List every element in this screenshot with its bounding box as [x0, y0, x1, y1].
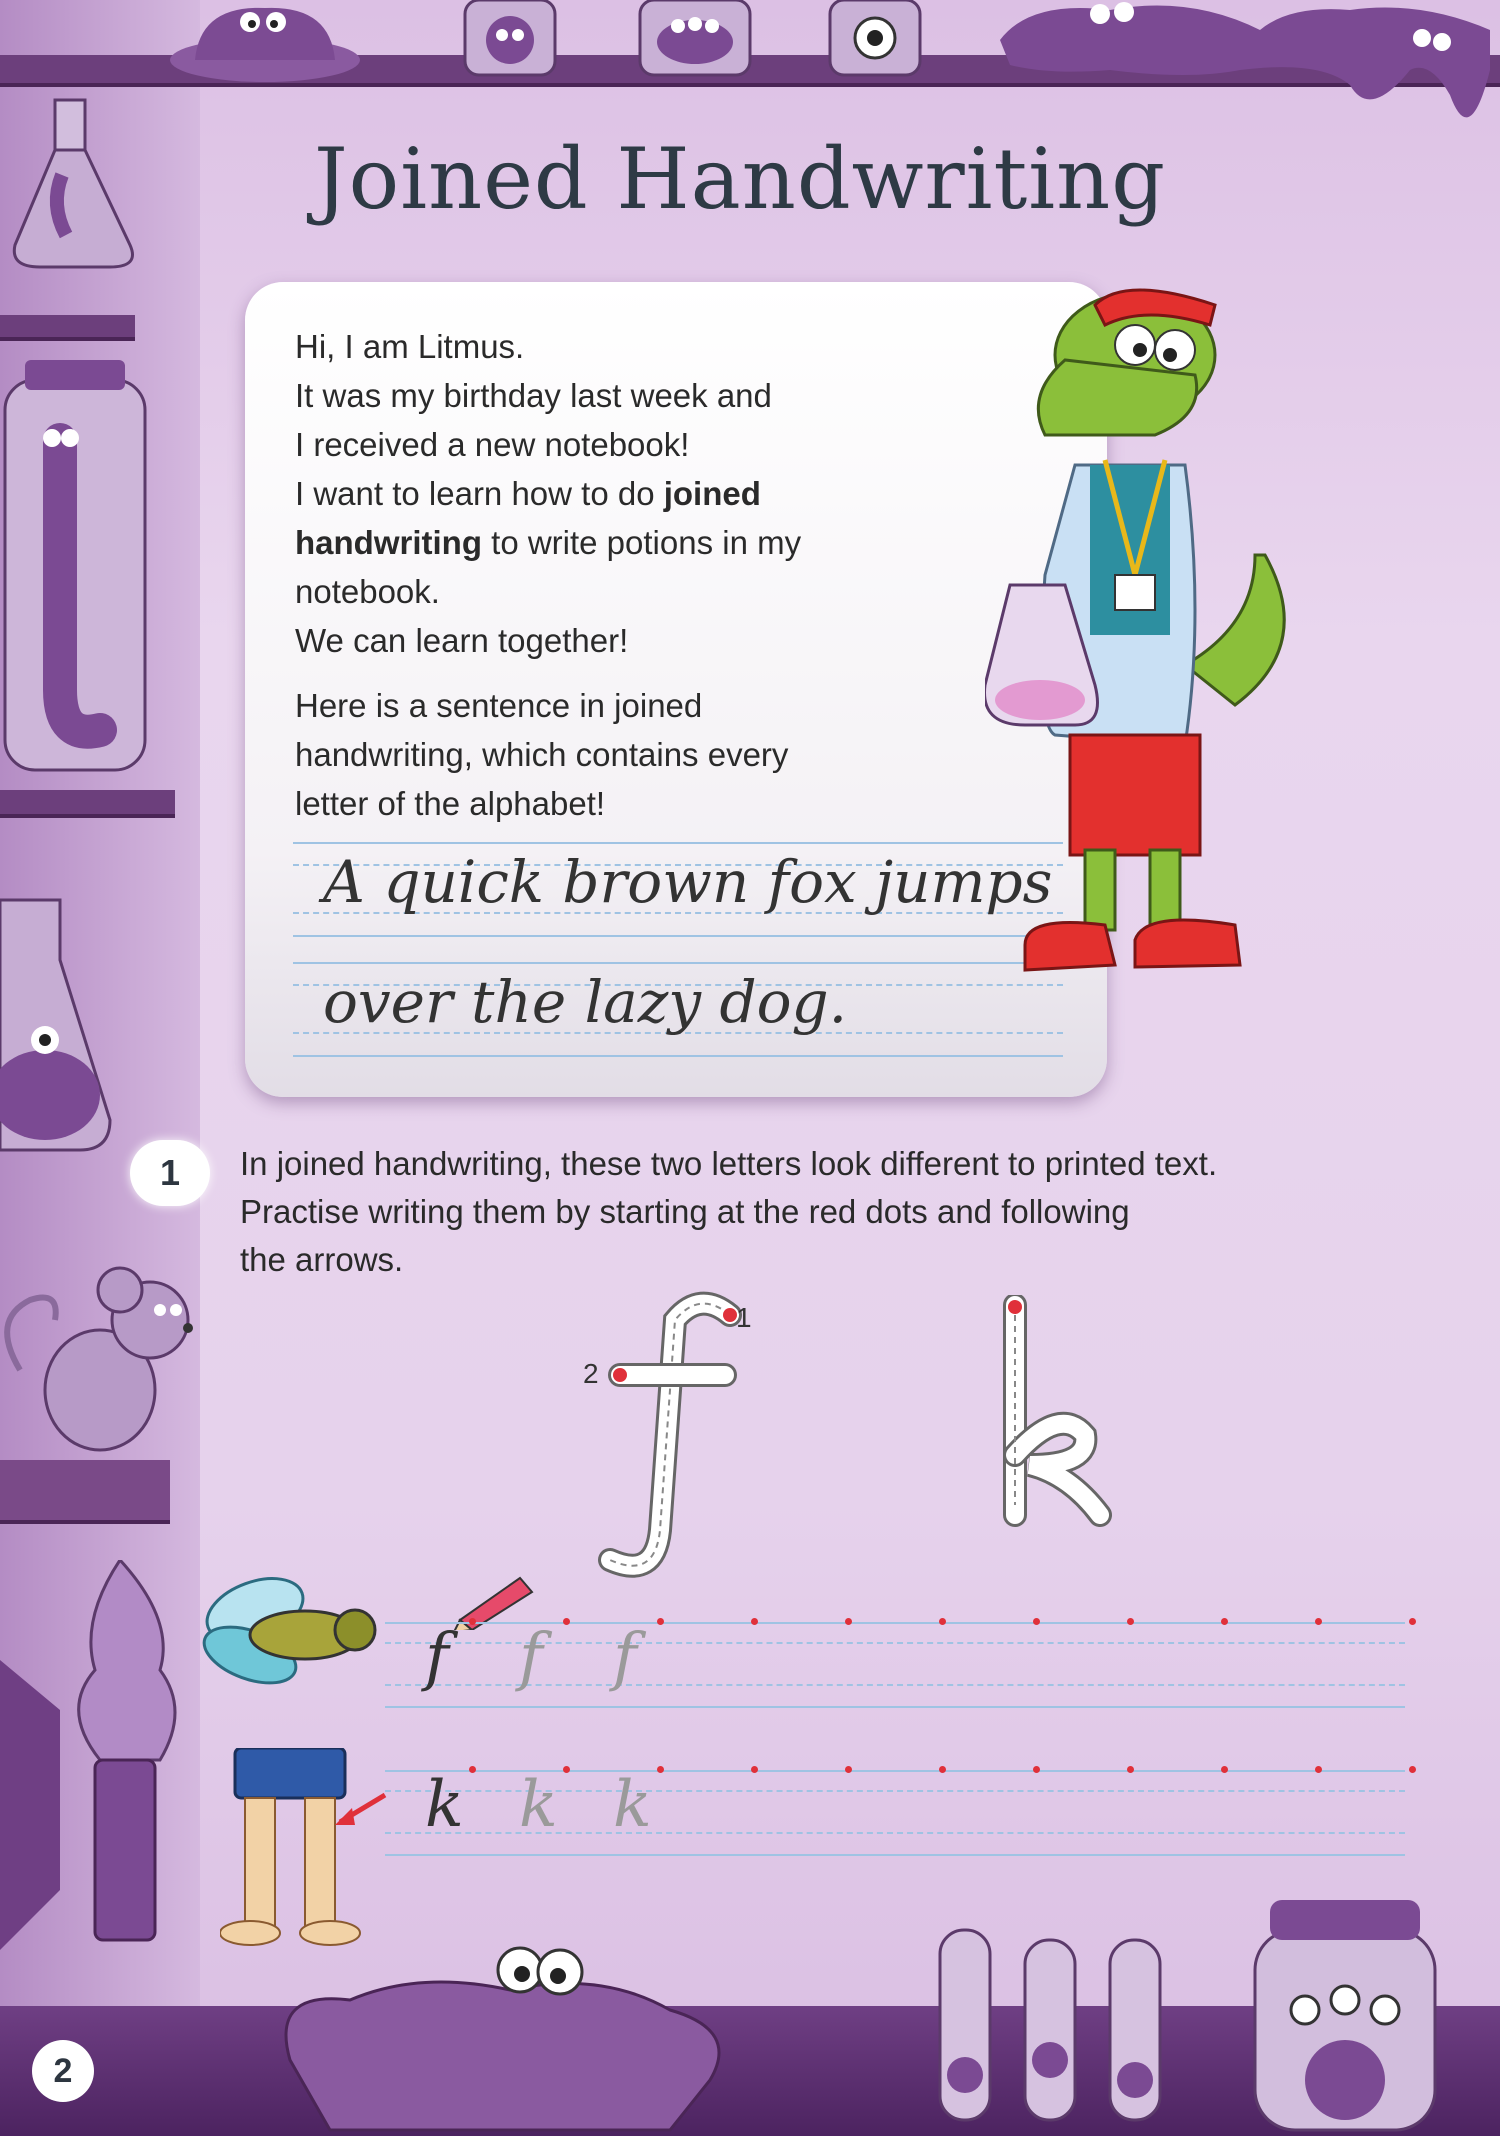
start-dot-red [657, 1766, 664, 1773]
intro-text-span: to write potions in my [481, 524, 802, 561]
intro-line [295, 518, 915, 567]
red-arrow-icon [330, 1790, 390, 1830]
intro-text-span: I want to learn how to do [295, 475, 664, 512]
side-shelf [0, 1460, 170, 1524]
instruction-line: the arrows. [240, 1241, 404, 1278]
letter-f-label [660, 1400, 664, 1411]
flask-icon [0, 95, 150, 275]
instruction-line: In joined handwriting, these two letters look different to printed text. [240, 1145, 1218, 1182]
start-dot-red [1127, 1618, 1134, 1625]
start-dot-red [1409, 1618, 1416, 1625]
intro-line: handwriting, which contains every [295, 736, 789, 773]
jar-monster-icon [630, 0, 760, 80]
intro-line: Hi, I am Litmus. [295, 328, 525, 365]
pangram-line: over the lazy dog. [323, 968, 848, 1036]
intro-line [295, 469, 915, 518]
start-dot-red [939, 1766, 946, 1773]
start-dot-red [469, 1766, 476, 1773]
practice-line [385, 1854, 1405, 1856]
start-dot-red [563, 1618, 570, 1625]
practice-line [385, 1706, 1405, 1708]
jar-monster-icon [455, 0, 565, 80]
start-dot-red [723, 1308, 737, 1322]
start-dot-red [1127, 1766, 1134, 1773]
intro-line: Here is a sentence in joined [295, 687, 703, 724]
start-dot-red [1033, 1766, 1040, 1773]
practice-letter: f [613, 1620, 637, 1694]
page-number: 2 [32, 2040, 94, 2102]
practice-letter: f [425, 1620, 449, 1694]
intro-line: notebook. [295, 573, 440, 610]
start-dot-red [1221, 1766, 1228, 1773]
flask-monster-icon [0, 880, 115, 1160]
bunsen-burner-icon [0, 1560, 200, 1960]
letter-f-guide [580, 1290, 760, 1590]
letter-k-label [1060, 1420, 1066, 1431]
practice-row-k[interactable] [385, 1770, 1405, 1860]
test-tube-icon [920, 1910, 1180, 2136]
start-dot-red [751, 1618, 758, 1625]
practice-letter: f [519, 1620, 543, 1694]
intro-line: letter of the alphabet! [295, 785, 606, 822]
start-dot-red [751, 1766, 758, 1773]
start-dot-red [613, 1368, 627, 1382]
practice-letter: k [613, 1768, 652, 1842]
side-shelf [0, 790, 175, 818]
step-number: 2 [583, 1358, 599, 1389]
intro-line: It was my birthday last week and [295, 377, 772, 414]
practice-letter: k [519, 1768, 558, 1842]
intro-line: I received a new notebook! [295, 426, 690, 463]
handwriting-lines [293, 962, 1063, 1062]
start-dot-red [657, 1618, 664, 1625]
start-dot-red [1409, 1766, 1416, 1773]
start-dot-red [1008, 1300, 1022, 1314]
step-number: 1 [736, 1302, 752, 1333]
pangram-line: A quick brown fox jumps [323, 848, 1053, 916]
start-dot-red [563, 1766, 570, 1773]
jar-monster-icon [820, 0, 930, 80]
side-shelf [0, 315, 135, 341]
start-dot-red [1221, 1618, 1228, 1625]
practice-letter: k [425, 1768, 464, 1842]
mouse-icon [0, 1250, 215, 1460]
octopus-icon [270, 1930, 750, 2136]
start-dot-red [1315, 1766, 1322, 1773]
practice-row-f[interactable] [385, 1622, 1405, 1712]
intro-bold-text: handwriting [295, 524, 482, 561]
litmus-dinosaur-icon [985, 285, 1315, 1045]
jar-monster-icon [1245, 1900, 1445, 2136]
start-dot-red [1315, 1618, 1322, 1625]
instruction-line: Practise writing them by starting at the red dots and following [240, 1193, 1130, 1230]
intro-bold-text: joined [663, 475, 761, 512]
start-dot-red [939, 1618, 946, 1625]
handwriting-lines [293, 842, 1063, 942]
start-dot-red [469, 1618, 476, 1625]
legs-icon [220, 1748, 365, 1948]
question-instructions [240, 1140, 1460, 1284]
page-title: Joined Handwriting [313, 130, 1166, 228]
intro-line: We can learn together! [295, 622, 629, 659]
question-number-badge: 1 [130, 1140, 210, 1206]
intro-text [295, 322, 915, 828]
slime-blob-icon [150, 0, 380, 85]
start-dot-red [1033, 1618, 1040, 1625]
start-dot-red [845, 1618, 852, 1625]
fly-icon [195, 1565, 395, 1695]
letter-k-guide [990, 1295, 1130, 1535]
slime-icon [990, 0, 1500, 150]
worm-jar-icon [0, 360, 150, 780]
start-dot-red [845, 1766, 852, 1773]
intro-card [245, 282, 1107, 1097]
